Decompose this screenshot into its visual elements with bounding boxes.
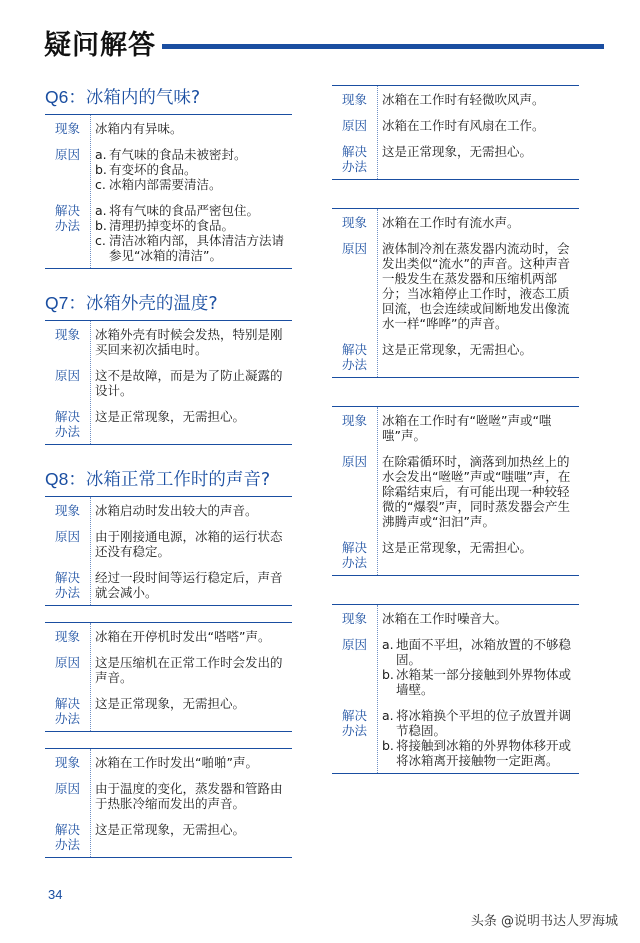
cause-label: 原因	[54, 529, 80, 544]
phenomenon-row	[332, 605, 579, 631]
q8-card-2	[45, 622, 292, 732]
cause-text: 由于刚接通电源，冰箱的运行状态还没有稳定。	[95, 529, 283, 559]
cause-label: 原因	[341, 241, 367, 256]
phenomenon-row	[332, 86, 579, 112]
q7-card	[45, 320, 292, 445]
left-column	[45, 85, 292, 858]
right-column	[332, 85, 579, 774]
phenomenon-label: 现象	[54, 327, 80, 342]
cause-row	[45, 523, 292, 564]
phenomenon-text: 冰箱在工作时噪音大。	[382, 611, 508, 626]
list-item: a. 有气味的食品未被密封。	[95, 147, 247, 162]
solution-label: 解决 办法	[341, 540, 367, 570]
cause-text: 由于温度的变化，蒸发器和管路由于热胀冷缩而发出的声音。	[95, 781, 283, 811]
noise-card-4	[332, 604, 579, 774]
cause-list	[95, 147, 292, 192]
solution-label: 解决 办法	[341, 342, 367, 372]
phenomenon-row	[45, 321, 292, 362]
cause-text: 液体制冷剂在蒸发器内流动时，会发出类似“流水”的声音。这种声音一般发生在蒸发器和压缩机两部分；当冰箱停止工作时，液态工质回流，也会连续或间断地发出像流水一样“哗哗”的声音。	[382, 241, 570, 331]
solution-row	[332, 336, 579, 377]
list-item: a. 将冰箱换个平坦的位子放置并调节稳固。	[382, 708, 572, 738]
noise-card-3	[332, 406, 579, 576]
solution-text: 这是正常现象，无需担心。	[382, 144, 533, 159]
cause-label: 原因	[54, 655, 80, 670]
solution-row	[45, 816, 292, 857]
q7-heading	[45, 291, 292, 316]
solution-text: 经过一段时间等运行稳定后，声音就会减小。	[95, 570, 283, 600]
cause-text: 这不是故障，而是为了防止凝露的设计。	[95, 368, 283, 398]
q7-number: Q7：	[45, 293, 86, 313]
phenomenon-text: 冰箱外壳有时候会发热，特别是刚买回来初次插电时。	[95, 327, 283, 357]
q6-card	[45, 114, 292, 269]
q8-heading	[45, 467, 292, 492]
phenomenon-label: 现象	[54, 121, 80, 136]
cause-row	[45, 141, 292, 197]
phenomenon-label: 现象	[54, 629, 80, 644]
cause-text: 冰箱在工作时有风扇在工作。	[382, 118, 545, 133]
solution-list	[382, 708, 579, 768]
cause-label: 原因	[54, 147, 80, 162]
solution-row	[45, 690, 292, 731]
page-header	[44, 30, 604, 66]
page-title: 疑问解答	[44, 30, 156, 61]
noise-card-1	[332, 85, 579, 180]
solution-label: 解决 办法	[54, 570, 80, 600]
list-item: a. 地面不平坦，冰箱放置的不够稳固。	[382, 637, 572, 667]
phenomenon-label: 现象	[341, 92, 367, 107]
page-number: 34	[48, 887, 63, 902]
phenomenon-text: 冰箱内有异味。	[95, 121, 183, 136]
phenomenon-text: 冰箱启动时发出较大的声音。	[95, 503, 258, 518]
phenomenon-text: 冰箱在工作时有轻微吹风声。	[382, 92, 545, 107]
solution-label: 解决 办法	[54, 409, 80, 439]
q7-title: 冰箱外壳的温度?	[85, 294, 218, 314]
solution-label: 解决 办法	[54, 203, 80, 233]
phenomenon-text: 冰箱在工作时有流水声。	[382, 215, 520, 230]
cause-text: 这是压缩机在正常工作时会发出的声音。	[95, 655, 283, 685]
phenomenon-label: 现象	[341, 215, 367, 230]
q8-number: Q8：	[45, 469, 86, 489]
cause-label: 原因	[341, 118, 367, 133]
watermark: 头条 @说明书达人罗海城	[470, 914, 618, 929]
cause-label: 原因	[54, 368, 80, 383]
phenomenon-label: 现象	[341, 413, 367, 428]
q6-number: Q6：	[45, 87, 86, 107]
q6-title: 冰箱内的气味?	[85, 88, 201, 108]
title-rule	[162, 44, 604, 49]
phenomenon-row	[45, 497, 292, 523]
phenomenon-text: 冰箱在工作时发出“啪啪”声。	[95, 755, 258, 770]
cause-row	[45, 649, 292, 690]
solution-text: 这是正常现象，无需担心。	[382, 540, 533, 555]
solution-text: 这是正常现象，无需担心。	[95, 822, 246, 837]
phenomenon-row	[45, 623, 292, 649]
cause-label: 原因	[341, 637, 367, 652]
solution-text: 这是正常现象，无需担心。	[382, 342, 533, 357]
list-item: a. 将有气味的食品严密包住。	[95, 203, 260, 218]
solution-text: 这是正常现象，无需担心。	[95, 409, 246, 424]
phenomenon-text: 冰箱在工作时有“咝咝”声或“嗤嗤”声。	[382, 413, 552, 443]
phenomenon-row	[332, 407, 579, 448]
list-item: b. 清理扔掉变坏的食品。	[95, 218, 235, 233]
solution-label: 解决 办法	[54, 822, 80, 852]
list-item: c. 冰箱内部需要清洁。	[95, 177, 222, 192]
noise-card-2	[332, 208, 579, 378]
phenomenon-row	[45, 749, 292, 775]
solution-label: 解决 办法	[341, 144, 367, 174]
cause-list	[382, 637, 579, 697]
solution-text: 这是正常现象，无需担心。	[95, 696, 246, 711]
phenomenon-label: 现象	[54, 755, 80, 770]
list-item: c. 清洁冰箱内部，具体清洁方法请参见“冰箱的清洁”。	[95, 233, 285, 263]
cause-row	[45, 775, 292, 816]
list-item: b. 将接触到冰箱的外界物体移开或将冰箱离开接触物一定距离。	[382, 738, 572, 768]
cause-row	[45, 362, 292, 403]
solution-row	[45, 403, 292, 444]
cause-label: 原因	[54, 781, 80, 796]
solution-row	[332, 702, 579, 773]
cause-row	[332, 112, 579, 138]
solution-label: 解决 办法	[341, 708, 367, 738]
q8-card-3	[45, 748, 292, 858]
q8-card-1	[45, 496, 292, 606]
phenomenon-row	[45, 115, 292, 141]
cause-row	[332, 235, 579, 336]
solution-row	[332, 138, 579, 179]
list-item: b. 有变坏的食品。	[95, 162, 197, 177]
q8-title: 冰箱正常工作时的声音?	[85, 470, 271, 490]
cause-text: 在除霜循环时，滴落到加热丝上的水会发出“咝咝”声或“嗤嗤”声，在除霜结束后，有可能出现一种较轻微的“爆裂”声，同时蒸发器会产生沸腾声或“汩汩”声。	[382, 454, 571, 529]
solution-row	[45, 564, 292, 605]
solution-label: 解决 办法	[54, 696, 80, 726]
q6-heading	[45, 85, 292, 110]
solution-row	[332, 534, 579, 575]
solution-row	[45, 197, 292, 268]
solution-list	[95, 203, 292, 263]
phenomenon-label: 现象	[341, 611, 367, 626]
phenomenon-label: 现象	[54, 503, 80, 518]
phenomenon-row	[332, 209, 579, 235]
list-item: b. 冰箱某一部分接触到外界物体或墙壁。	[382, 667, 572, 697]
cause-row	[332, 448, 579, 534]
cause-row	[332, 631, 579, 702]
phenomenon-text: 冰箱在开停机时发出“嗒嗒”声。	[95, 629, 271, 644]
cause-label: 原因	[341, 454, 367, 469]
